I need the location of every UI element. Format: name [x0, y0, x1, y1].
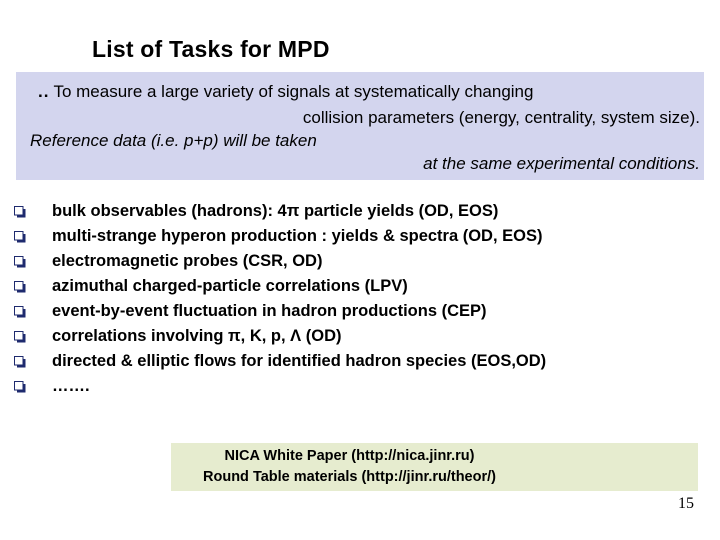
checkbox-bullet-icon: [14, 356, 26, 368]
checkbox-bullet-icon: [14, 256, 26, 268]
checkbox-bullet-icon: [14, 306, 26, 318]
reference-round-table: Round Table materials (http://jinr.ru/theor/): [203, 469, 496, 485]
task-text: event-by-event fluctuation in hadron productions (CEP): [52, 302, 487, 320]
checkbox-bullet-icon: [14, 231, 26, 243]
task-item: [14, 249, 546, 274]
task-text: bulk observables (hadrons): 4π particle yields (OD, EOS): [52, 202, 499, 220]
task-item: [14, 224, 546, 249]
task-item: [14, 299, 546, 324]
intro-line-1: [38, 82, 533, 102]
task-item: [14, 274, 546, 299]
reference-white-paper: NICA White Paper (http://nica.jinr.ru): [224, 448, 475, 464]
checkbox-bullet-icon: [14, 281, 26, 293]
task-item: [14, 374, 546, 399]
references-box: [171, 443, 698, 491]
intro-line-2: collision parameters (energy, centrality, system size).: [302, 108, 700, 127]
task-text: correlations involving π, K, p, Λ (OD): [52, 327, 342, 345]
task-item: [14, 349, 546, 374]
intro-box: [16, 72, 704, 180]
checkbox-bullet-icon: [14, 206, 26, 218]
task-text: directed & elliptic flows for identified hadron species (EOS,OD): [52, 352, 547, 370]
slide-title: List of Tasks for MPD: [92, 36, 330, 62]
task-item: [14, 324, 546, 349]
intro-line-1-text: To measure a large variety of signals at systematically changing: [53, 82, 534, 101]
task-text: electromagnetic probes (CSR, OD): [52, 252, 323, 270]
intro-bullet: ..: [38, 82, 50, 101]
task-text: multi-strange hyperon production : yields & spectra (OD, EOS): [52, 227, 543, 245]
intro-line-3: Reference data (i.e. p+p) will be taken: [30, 131, 317, 150]
task-text: …….: [52, 377, 90, 395]
task-list: [14, 199, 546, 399]
task-text: azimuthal charged-particle correlations (LPV): [52, 277, 408, 295]
checkbox-bullet-icon: [14, 331, 26, 343]
checkbox-bullet-icon: [14, 381, 26, 393]
task-item: [14, 199, 546, 224]
page-number: 15: [678, 495, 694, 512]
intro-line-4: at the same experimental conditions.: [423, 154, 700, 173]
